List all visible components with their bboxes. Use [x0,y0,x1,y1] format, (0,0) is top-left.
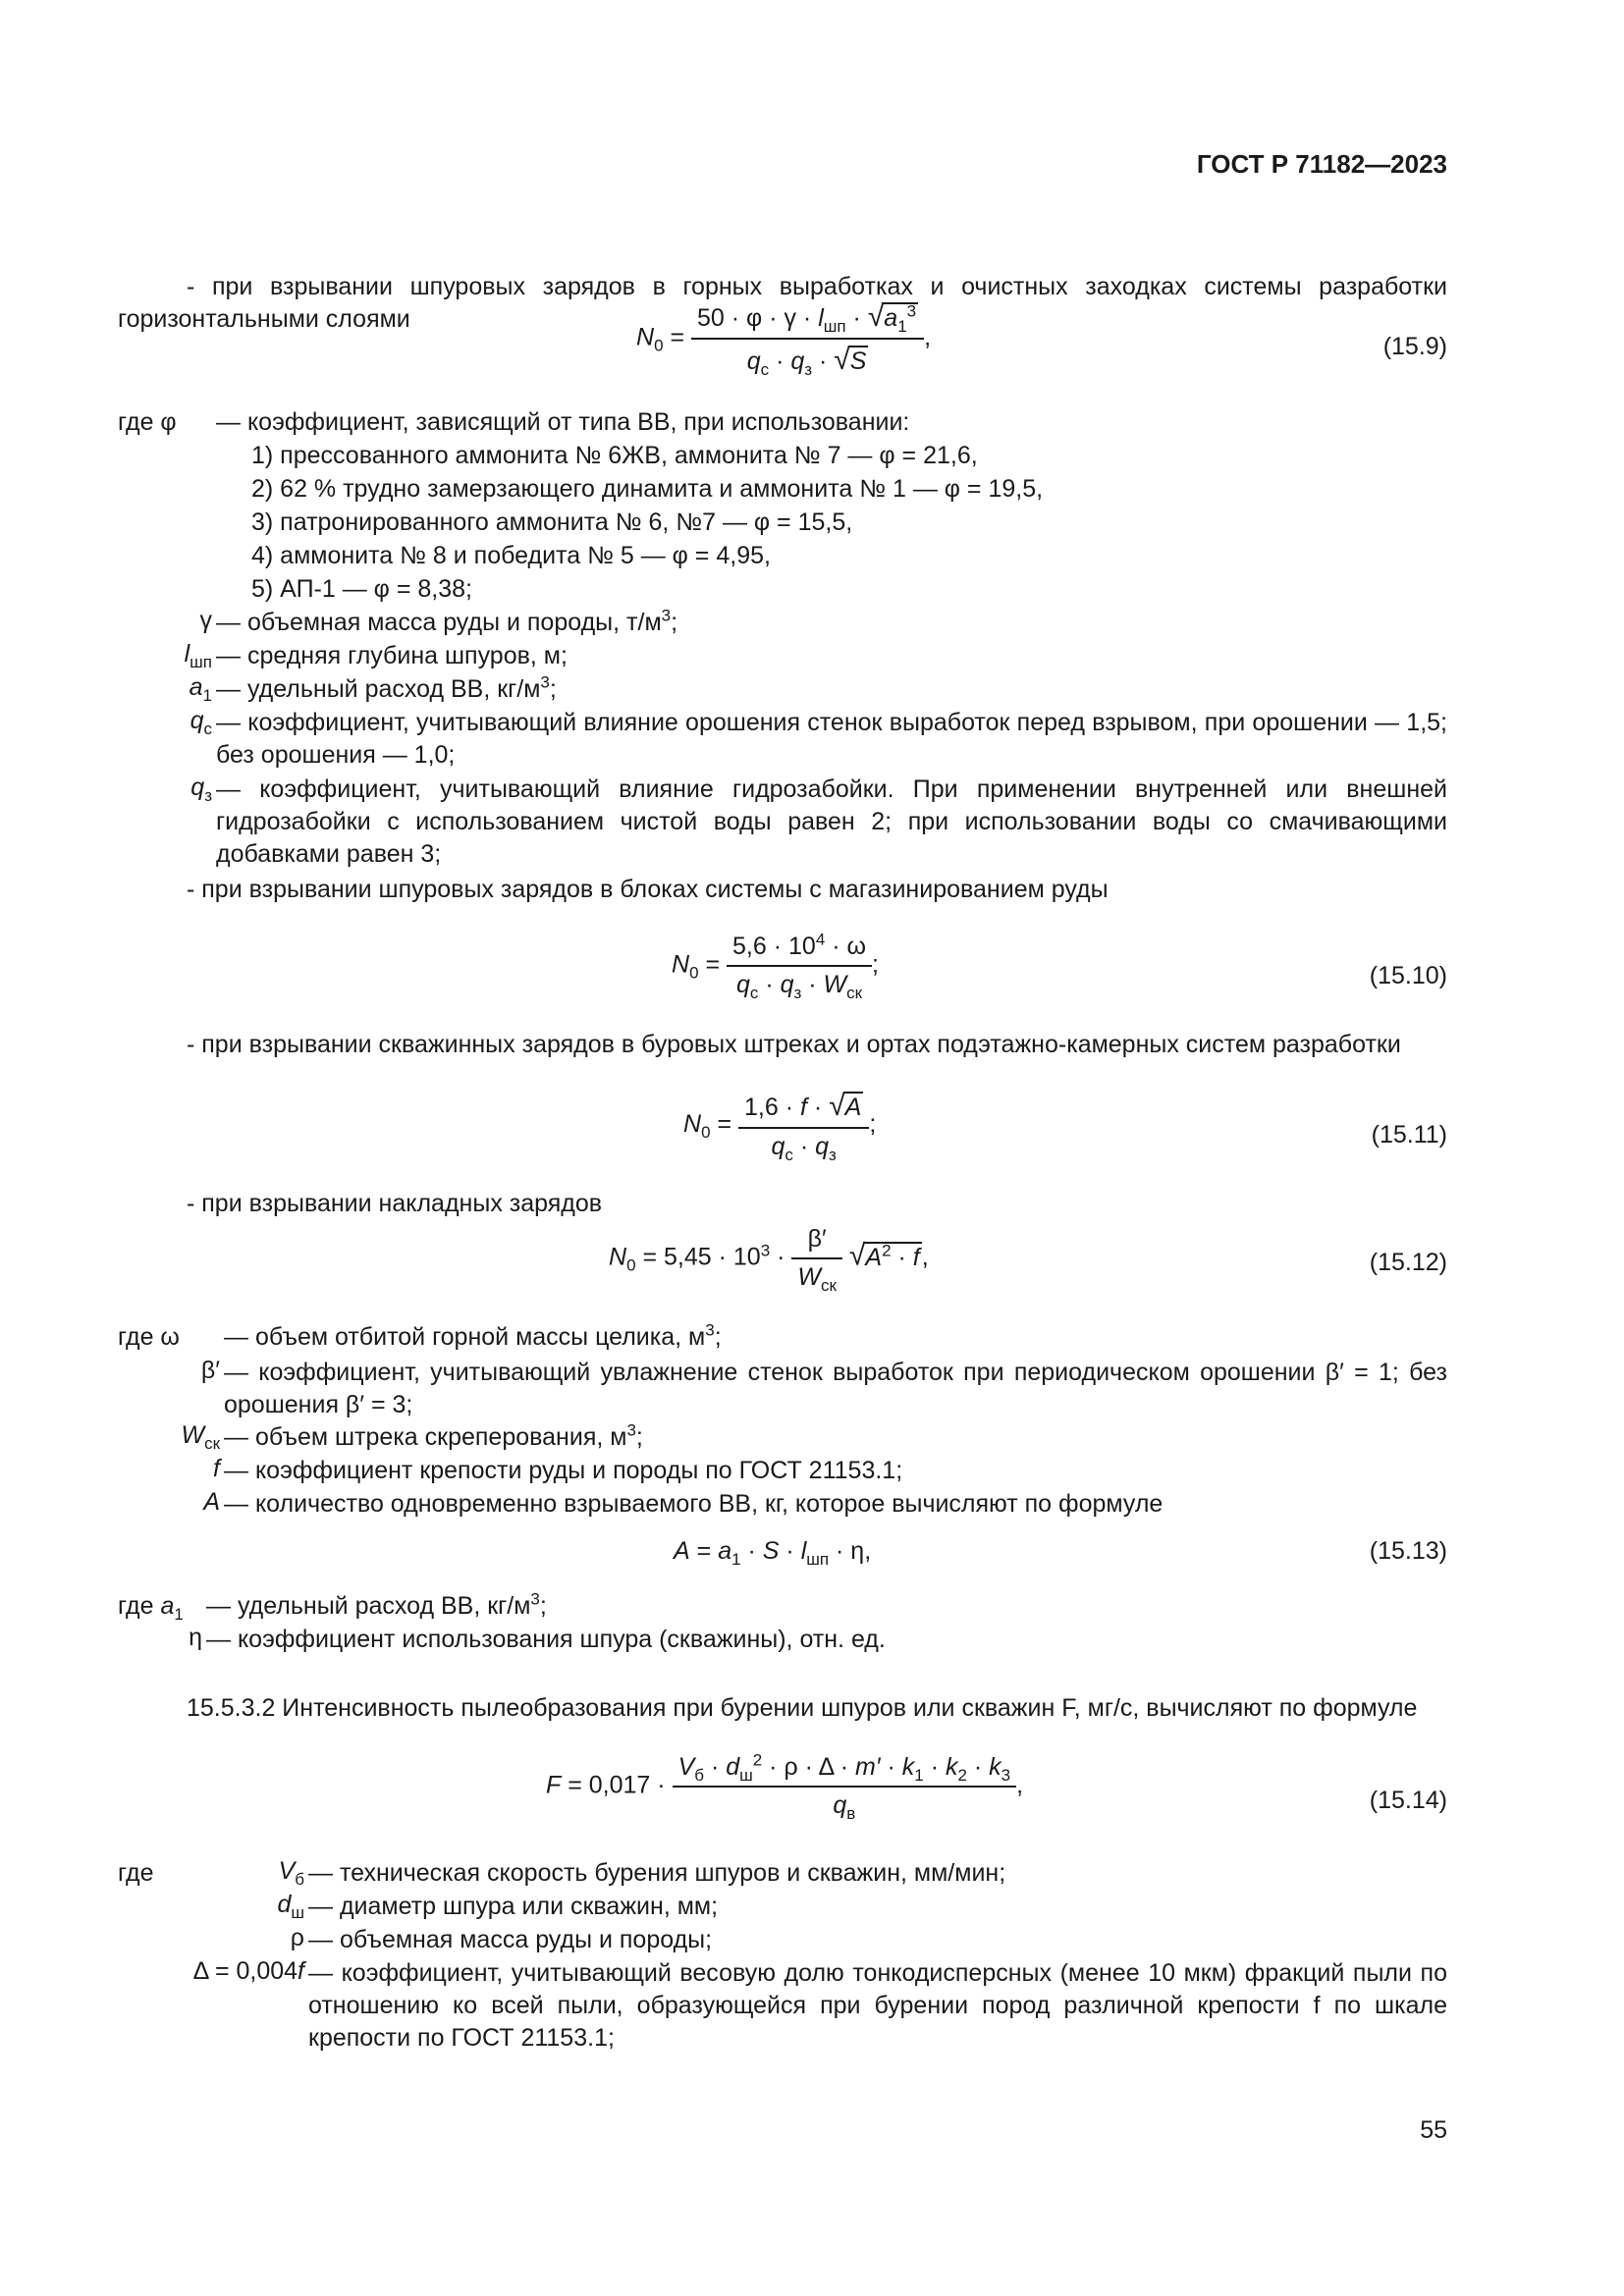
page-number: 55 [1420,2116,1447,2144]
gamma-symbol: γ [199,607,212,634]
equation-number-15-12: (15.12) [1369,1249,1447,1276]
equation-15-13: $A = a_1 \cdot S \cdot l_{шп} \cdot \eta$, [674,1537,872,1569]
a1-definition: — удельный расход ВВ, $кг/м^3$; [216,672,557,703]
a-definition: — количество одновременно взрываемого ВВ, кг, которое вычисляют по формуле [224,1490,1164,1518]
rho-symbol: ρ [290,1924,304,1951]
vb-symbol: $V_б$ [278,1857,304,1889]
where-lead-phi: где φ [118,408,177,436]
phi-item-1: 1) прессованного аммонита № 6ЖВ, аммонита № 7 — φ = 21,6, [251,442,978,469]
equation-number-15-10: (15.10) [1369,962,1447,989]
intro-paragraph-2: - при взрывании шпуровых зарядов в блоках системы с магазинированием руды [187,876,1109,903]
intro-paragraph-1: - при взрывании шпуровых зарядов в горных выработках и очистных заходках системы разработки горизонтальными слоями [118,273,1447,333]
omega-definition: — объем отбитой горной массы целика, $м^3$; [224,1320,722,1351]
equation-number-15-13: (15.13) [1369,1537,1447,1565]
phi-definition: — коэффициент, зависящий от типа ВВ, при использовании: [216,408,910,436]
where-lead-omega: где ω [118,1323,180,1351]
paragraph-15-5-3-2: 15.5.3.2 Интенсивность пылеобразования при бурении шпуров или скважин F, мг/с, вычисляют по формуле [187,1694,1418,1722]
qc-definition: — коэффициент, учитывающий влияние орошения стенок выработок перед взрывом, при орошении — 1,5; без орошения — 1,0; [216,709,1447,769]
phi-item-5: 5) АП-1 — φ = 8,38; [251,575,472,603]
equation-15-14: F = 0,017 · $\frac{V_б \cdot d_ш^2 \cdot \rho \cdot \Delta \cdot m' \cdot k_1 \cdot k_2 \cdot k_3}{q_в}$ , [546,1750,1024,1823]
rho-definition: — объемная масса руды и породы; [308,1926,713,1953]
f-definition: — коэффициент крепости руды и породы по ГОСТ 21153.1; [224,1457,903,1484]
f-symbol: f [213,1455,220,1482]
delta-definition: — коэффициент, учитывающий весовую долю тонкодисперсных (менее 10 мкм) фракций пыли по отношению ко всей пыли, образующейся при бурении пород различной крепости f по шкале крепости по ГОСТ 21153.1; [308,1959,1447,2052]
wsk-definition: — объем штрека скреперования, $м^3$; [224,1420,643,1451]
vb-definition: — техническая скорость бурения шпуров и скважин, мм/мин; [308,1859,1006,1887]
phi-item-2: 2) 62 % трудно замерзающего динамита и аммонита № 1 — φ = 19,5, [251,475,1044,503]
wsk-symbol: $W_{ск}$ [181,1421,220,1453]
eta-symbol: η [189,1624,202,1651]
dsh-definition: — диаметр шпура или скважин, мм; [308,1893,719,1920]
qz-definition: — коэффициент, учитывающий влияние гидрозабойки. При применении внутренней или внешней гидрозабойки с использованием чистой воды равен 2; при использовании воды со смачивающими добавками равен 3; [216,775,1447,868]
a-symbol: A [203,1488,220,1516]
phi-item-4: 4) аммонита № 8 и победита № 5 — φ = 4,95, [251,542,771,569]
equation-15-9: $N_0$ = $\frac{50 \cdot \varphi \cdot \gamma \cdot l_{шп} \cdot √a_1^3}{q_с \cdot q_з \cdot √S}$ , [636,300,932,379]
phi-item-3: 3) патронированного аммонита № 6, №7 — φ = 15,5, [251,508,853,536]
qc-symbol: $q_с$ [189,707,212,738]
delta-symbol: Δ = 0,004f [192,1957,304,1985]
intro-paragraph-3: - при взрывании скважинных зарядов в буровых штреках и ортах подэтажно-камерных систем разработки [187,1031,1401,1058]
equation-number-15-11: (15.11) [1371,1121,1447,1148]
equation-15-10: $N_0$ = $\frac{5,6 \cdot 10^4 \cdot \omega}{q_с \cdot q_з \cdot W_{ск}}$ ; [672,930,879,1002]
l-shp-symbol: $l_{шп}$ [184,640,212,671]
equation-15-12: $N_0 = 5,45 \cdot 10^3$ · $\frac{\beta'}{W_{ск}}$ $√A^2 \cdot f$, [609,1225,929,1295]
document-header: ГОСТ Р 71182—2023 [1196,149,1447,179]
eta-definition: — коэффициент использования шпура (скважины), отн. ед. [206,1626,886,1653]
gamma-definition: — объемная масса руды и породы, $т/м^3$; [216,606,678,636]
dsh-symbol: $d_ш$ [277,1891,304,1922]
a1-symbol: $a_1$ [189,673,212,705]
beta-symbol: β′ [200,1357,220,1384]
a1-definition-2: — удельный расход ВВ, $кг/м^3$; [206,1589,547,1620]
l-shp-definition: — средняя глубина шпуров, м; [216,642,568,669]
where-lead-a1: где $a_1$ [118,1592,184,1624]
equation-number-15-9: (15.9) [1382,333,1447,360]
beta-definition: — коэффициент, учитывающий увлажнение стенок выработок при периодическом орошении β′ = 1; без орошения β′ = 3; [224,1359,1447,1418]
equation-number-15-14: (15.14) [1369,1787,1447,1814]
equation-15-11: $N_0$ = $\frac{1,6 \cdot f \cdot √A}{q_с \cdot q_з}$ ; [683,1090,877,1164]
qz-symbol: $q_з$ [190,774,212,805]
where-lead-4: где [118,1859,154,1887]
intro-paragraph-4: - при взрывании накладных зарядов [187,1190,603,1217]
